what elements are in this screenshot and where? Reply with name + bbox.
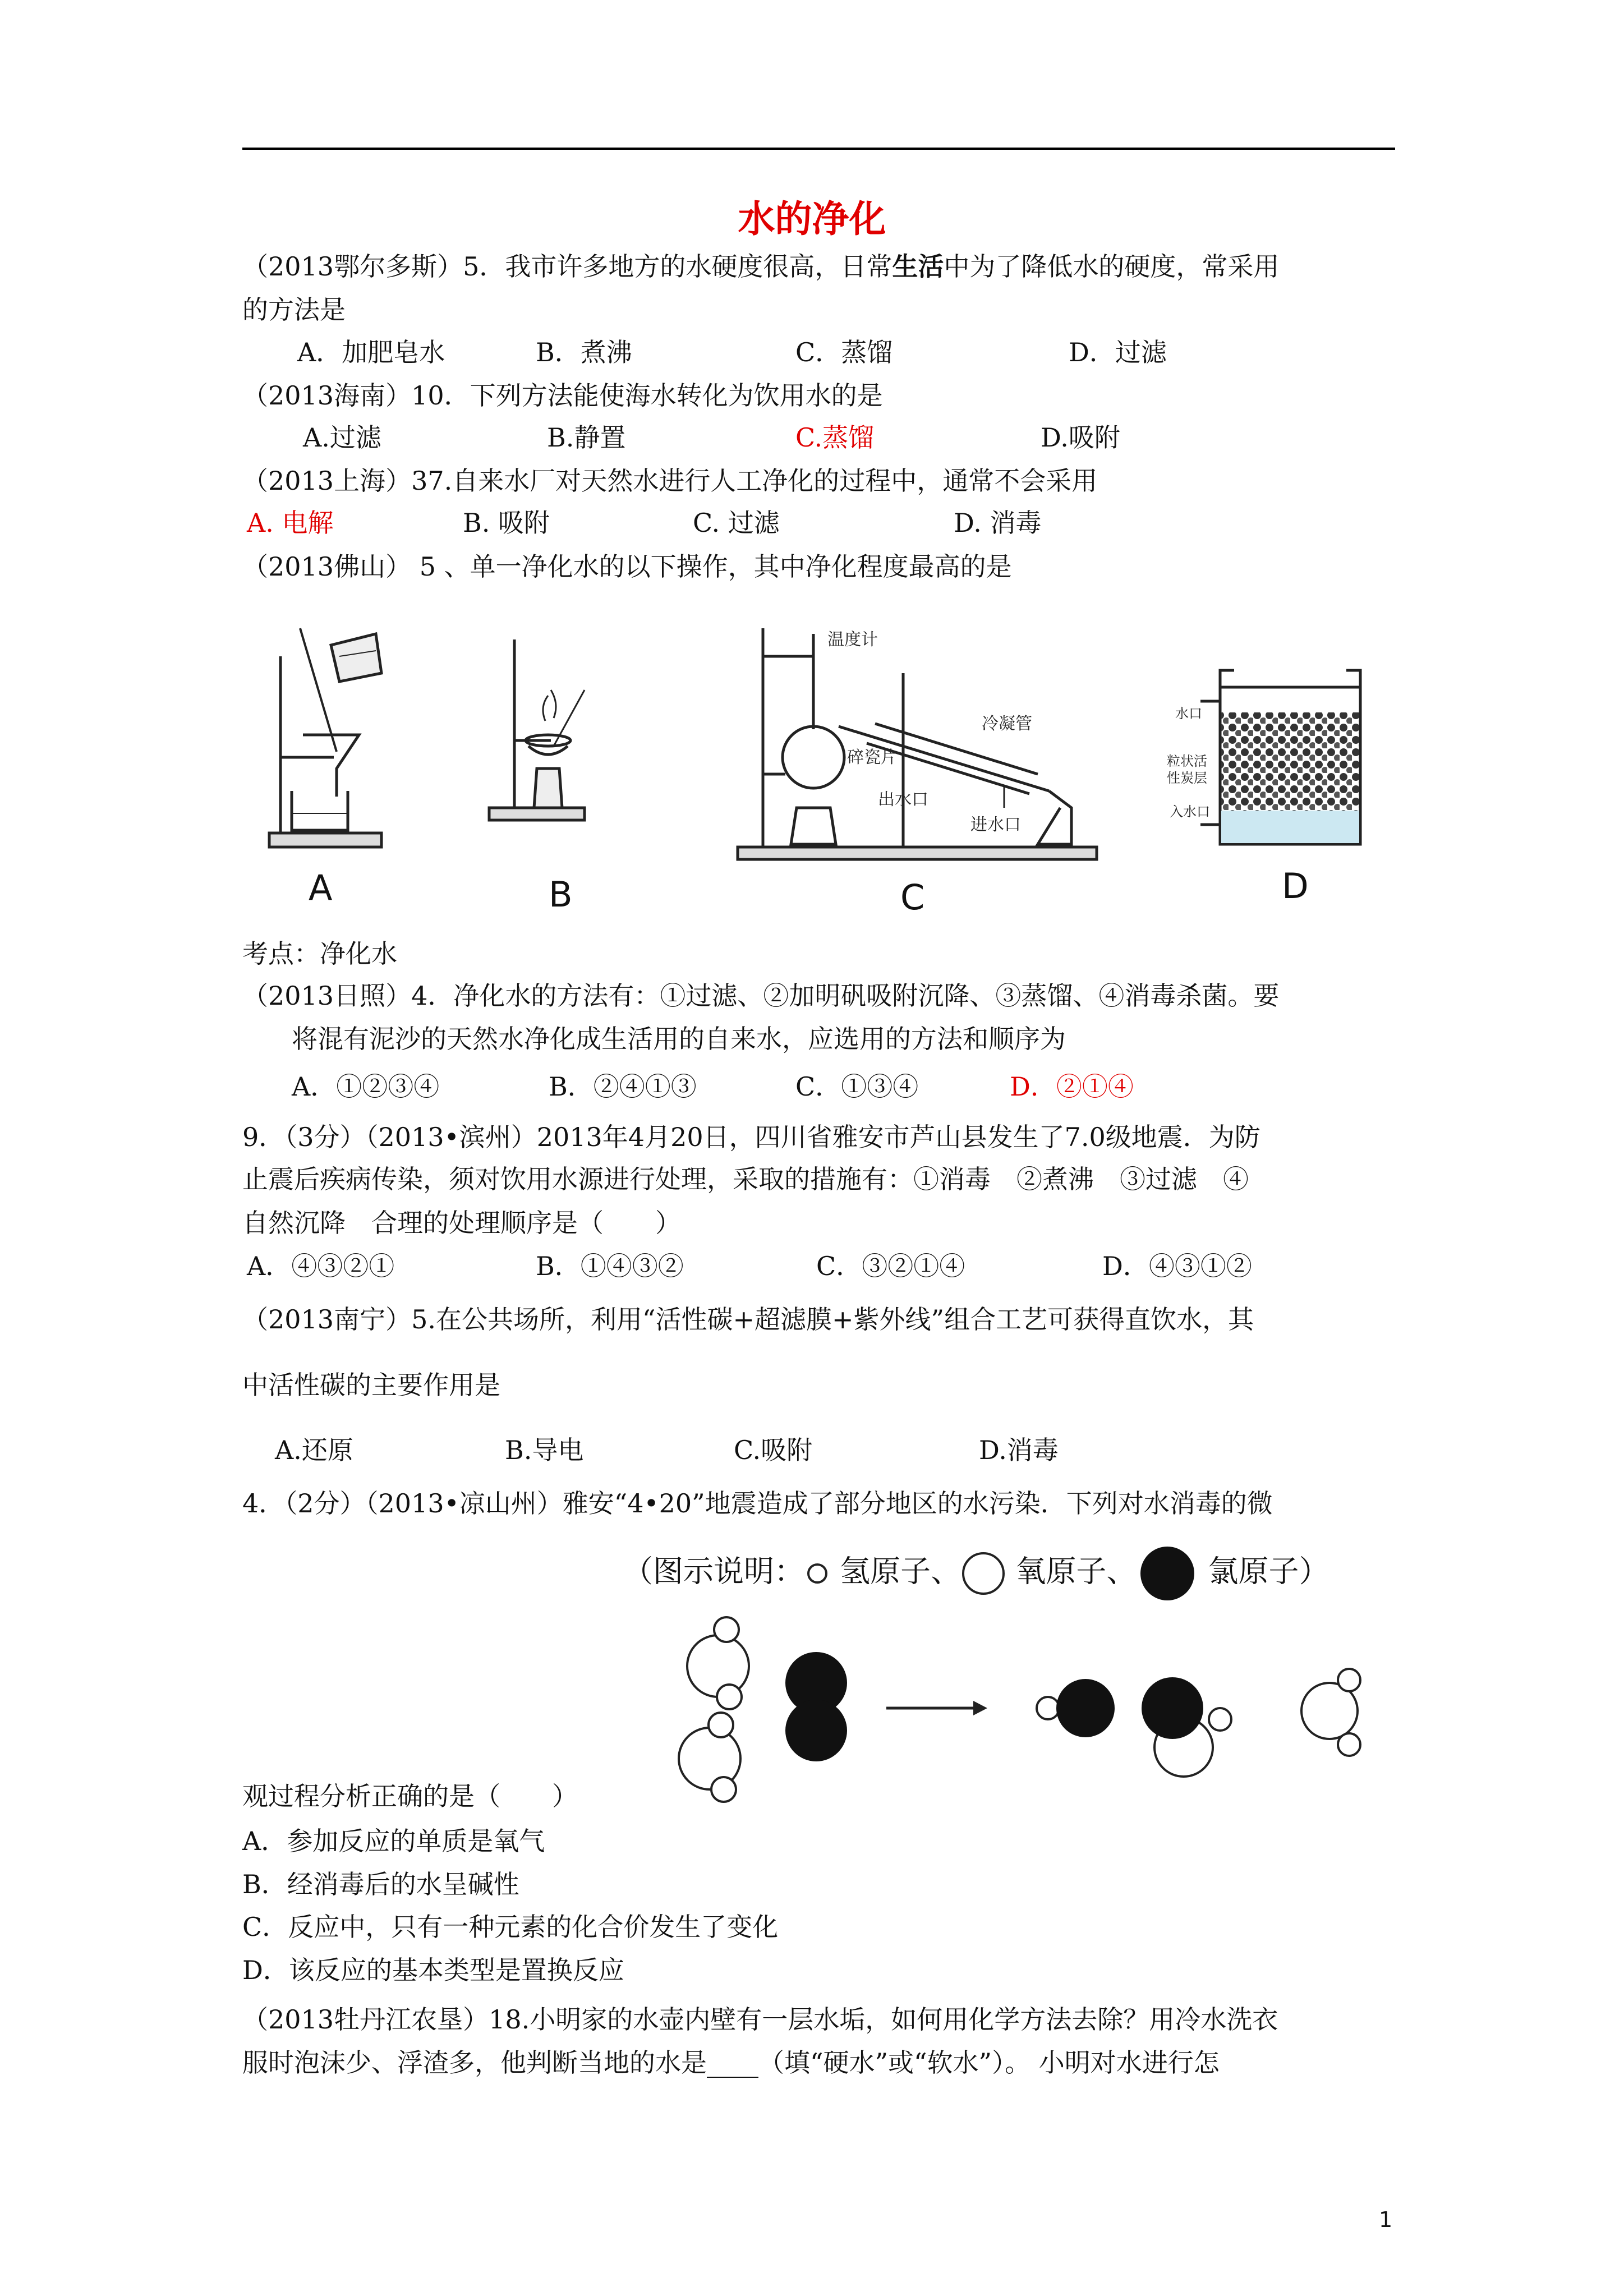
page-title: 水的净化 xyxy=(738,197,886,241)
chlorine-atom xyxy=(785,1700,847,1761)
q4-note: 考点：净化水 xyxy=(242,938,397,969)
label-water-out: 出水口 xyxy=(878,790,928,809)
hclo-hydrogen-atom xyxy=(1209,1708,1231,1731)
q2-option-c: C.蒸馏 xyxy=(795,422,875,453)
water-hydrogen-atom xyxy=(714,1617,739,1642)
q2-option-b: B.静置 xyxy=(547,422,626,453)
q7-option-c: C.吸附 xyxy=(734,1435,813,1465)
q1-option-a: A．加肥皂水 xyxy=(297,337,445,367)
label-d-carbon1: 粒状活 xyxy=(1167,753,1207,769)
water-hydrogen-atom xyxy=(709,1713,733,1737)
q3-stem: （2013上海）37.自来水厂对天然水进行人工净化的过程中，通常不会采用 xyxy=(242,466,1098,496)
q5-option-b: B．②④①③ xyxy=(549,1071,697,1102)
q8-option-c: C．反应中，只有一种元素的化合价发生了变化 xyxy=(242,1912,779,1942)
figure-label-d: D xyxy=(1282,866,1309,907)
hydrogen-atom-icon xyxy=(808,1565,826,1582)
label-condenser: 冷凝管 xyxy=(982,714,1032,734)
apparatus-c-distillation xyxy=(735,623,1105,869)
q5-option-a: A．①②③④ xyxy=(292,1071,440,1102)
q9-stem: （2013牡丹江农垦）18.小明家的水壶内壁有一层水垢，如何用化学方法去除？用冷水洗衣 xyxy=(242,2004,1278,2035)
q5-option-d: D．②①④ xyxy=(1010,1071,1134,1102)
q4-stem: （2013佛山） 5 、单一净化水的以下操作，其中净化程度最高的是 xyxy=(242,551,1012,582)
q1-option-b: B．煮沸 xyxy=(536,337,632,367)
arrow-head-icon xyxy=(973,1701,987,1715)
q3-option-a: A. 电解 xyxy=(247,508,334,538)
figure-label-b: B xyxy=(549,874,573,915)
q5-stem: （2013日照）4．净化水的方法有：①过滤、②加明矾吸附沉降、③蒸馏、④消毒杀菌。要 xyxy=(242,981,1280,1011)
q6-stem-cont2: 自然沉降 合理的处理顺序是（ ） xyxy=(242,1208,681,1238)
apparatus-b-evaporation xyxy=(484,623,596,858)
q8-legend: （图示说明： 氢原子、 氧原子、 氯原子） xyxy=(623,1545,1329,1602)
figure-label-a: A xyxy=(309,867,333,908)
q8-option-a: A．参加反应的单质是氧气 xyxy=(242,1826,545,1856)
hcl-chlorine-atom xyxy=(1056,1679,1115,1737)
q3-option-c: C. 过滤 xyxy=(693,508,780,538)
q1-option-c: C．蒸馏 xyxy=(795,337,893,367)
apparatus-a-filtration xyxy=(264,623,393,858)
label-d-carbon2: 性炭层 xyxy=(1167,770,1207,786)
water-hydrogen-atom xyxy=(1338,1733,1360,1756)
label-porcelain: 碎瓷片 xyxy=(847,748,898,767)
chlorine-atom-icon xyxy=(1140,1547,1194,1600)
figure-label-c: C xyxy=(900,877,925,918)
q3-option-d: D. 消毒 xyxy=(954,508,1042,538)
page-number: 1 xyxy=(1379,2207,1393,2232)
q2-stem: （2013海南）10．下列方法能使海水转化为饮用水的是 xyxy=(242,380,883,411)
apparatus-d-carbon-filter xyxy=(1167,662,1374,858)
q5-stem-cont: 将混有泥沙的天然水净化成生活用的自来水，应选用的方法和顺序为 xyxy=(292,1024,1066,1054)
water-oxygen-atom xyxy=(687,1635,749,1697)
q7-stem: （2013南宁）5.在公共场所，利用“活性碳+超滤膜+紫外线”组合工艺可获得直饮水，其 xyxy=(242,1304,1254,1335)
q8-option-b: B．经消毒后的水呈碱性 xyxy=(242,1869,519,1899)
q7-option-a: A.还原 xyxy=(275,1435,353,1465)
oxygen-atom-icon xyxy=(963,1553,1004,1594)
q7-option-d: D.消毒 xyxy=(979,1435,1059,1465)
q6-stem: 9．（3分）（2013•滨州）2013年4月20日，四川省雅安市芦山县发生了7.0级地震．为防 xyxy=(242,1122,1260,1152)
q6-option-a: A．④③②① xyxy=(247,1251,395,1281)
q5-option-c: C．①③④ xyxy=(795,1071,919,1102)
q2-option-d: D.吸附 xyxy=(1041,422,1120,453)
q1-stem-cont: 的方法是 xyxy=(242,295,346,325)
q6-option-b: B．①④③② xyxy=(536,1251,684,1281)
q7-option-b: B.导电 xyxy=(505,1435,584,1465)
q7-stem-cont: 中活性碳的主要作用是 xyxy=(242,1370,500,1400)
q1-stem: （2013鄂尔多斯）5．我市许多地方的水硬度很高，日常生活中为了降低水的硬度，常采用 xyxy=(242,251,1280,282)
water-hydrogen-atom xyxy=(711,1777,736,1802)
q8-stem-cont: 观过程分析正确的是（ ） xyxy=(242,1781,578,1811)
header-rule xyxy=(242,148,1395,150)
hclo-chlorine-atom xyxy=(1142,1677,1203,1739)
hcl-hydrogen-atom xyxy=(1037,1697,1059,1719)
water-hydrogen-atom xyxy=(1338,1669,1360,1691)
q6-option-d: D．④③①② xyxy=(1102,1251,1252,1281)
q2-option-a: A.过滤 xyxy=(303,422,381,453)
q8-stem: 4．（2分）（2013•凉山州）雅安“4•20”地震造成了部分地区的水污染．下列对水消毒的微 xyxy=(242,1488,1273,1519)
label-water-in: 进水口 xyxy=(970,815,1021,835)
label-d-in: 入水口 xyxy=(1170,804,1210,820)
reaction-diagram xyxy=(668,1610,1408,1806)
q9-stem-cont: 服时泡沫少、浮渣多，他判断当地的水是____（填“硬水”或“软水”）。 小明对水进行怎 xyxy=(242,2047,1220,2078)
q1-option-d: D．过滤 xyxy=(1069,337,1167,367)
label-d-out: 水口 xyxy=(1175,706,1202,721)
q3-option-b: B. 吸附 xyxy=(463,508,550,538)
water-hydrogen-atom xyxy=(717,1685,742,1709)
q6-option-c: C．③②①④ xyxy=(816,1251,965,1281)
q8-option-d: D．该反应的基本类型是置换反应 xyxy=(242,1955,624,1985)
label-thermometer: 温度计 xyxy=(827,630,878,650)
q6-stem-cont: 止震后疾病传染，须对饮用水源进行处理，采取的措施有：①消毒 ②煮沸 ③过滤 ④ xyxy=(242,1164,1249,1194)
